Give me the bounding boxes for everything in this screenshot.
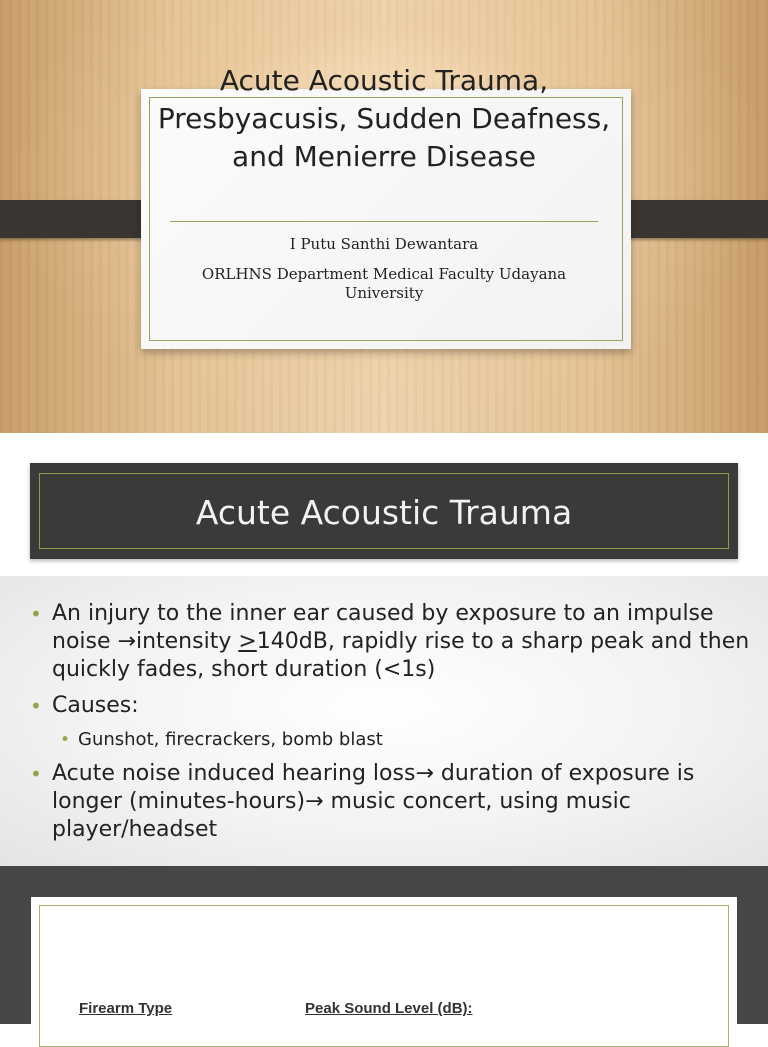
title-divider <box>170 221 598 222</box>
bullet-text: Causes: <box>52 693 139 718</box>
bullet-item <box>30 600 750 684</box>
sub-bullet-text: Gunshot, firecrackers, bomb blast <box>78 729 383 750</box>
greater-equal-symbol: > <box>238 629 257 654</box>
decorative-bar-right <box>612 200 768 238</box>
bullet-text: 140dB, rapidly rise to a sharp peak and then quickly fades, short duration (<1s) <box>52 629 750 682</box>
bullet-item <box>30 692 750 720</box>
bullet-text: music concert, using music player/headset <box>52 789 631 842</box>
arrow-symbol: → <box>305 789 324 814</box>
bullet-text: duration of exposure is longer (minutes-hours) <box>52 761 695 814</box>
section-title: Acute Acoustic Trauma <box>195 493 573 532</box>
bullet-text: intensity <box>135 629 239 654</box>
bullet-list <box>30 600 750 852</box>
bullet-text: Acute noise induced hearing loss <box>52 761 416 786</box>
author-department: ORLHNS Department Medical Faculty Udayana University <box>201 265 567 302</box>
slide-gap <box>0 433 768 463</box>
arrow-symbol: → <box>117 629 136 654</box>
bullet-text: An injury to the inner ear caused by exposure to an impulse noise <box>52 601 714 654</box>
table-header-firearm-type: Firearm Type <box>79 1000 173 1017</box>
sub-bullet-item <box>30 728 750 752</box>
author-name: I Putu Santhi Dewantara <box>289 235 479 253</box>
decorative-bar-left <box>0 200 155 238</box>
bullet-item <box>30 760 750 844</box>
table-header-peak-sound-level: Peak Sound Level (dB): <box>305 1000 473 1017</box>
table-card-frame <box>39 905 729 1047</box>
bullet-slide <box>0 576 768 866</box>
presentation-title: Acute Acoustic Trauma, Presbyacusis, Sudden Deafness, and Menierre Disease <box>157 64 611 173</box>
section-header-slide <box>30 463 738 559</box>
arrow-symbol: → <box>415 761 434 786</box>
table-slide <box>0 866 768 1024</box>
title-slide <box>0 0 768 433</box>
